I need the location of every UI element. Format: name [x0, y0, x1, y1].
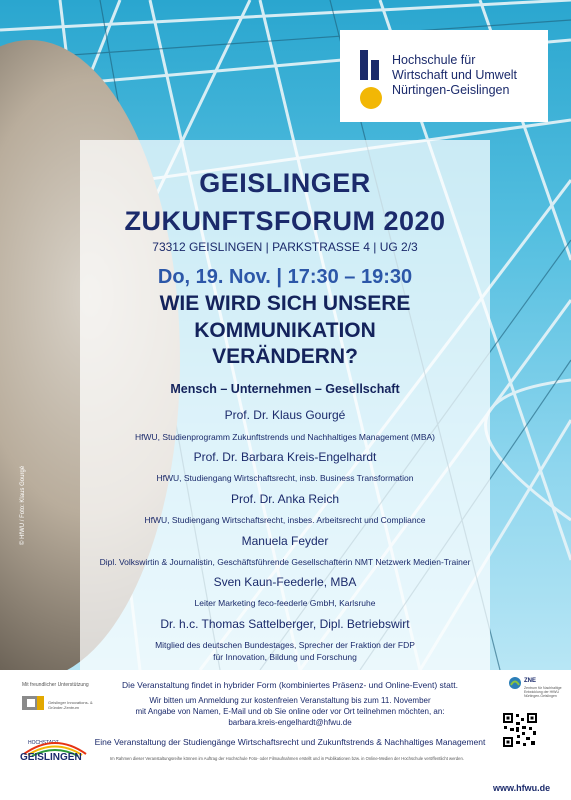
support-org: Geislinger Innovations- & Gründer-Zentrum — [48, 700, 93, 710]
footer-line-2: Wir bitten um Anmeldung zur kostenfreien Veranstaltung bis zum 11. November — [149, 696, 431, 705]
speaker-desc: HfWU, Studienprogramm Zukunftstrends und Nachhaltiges Management (MBA) — [135, 432, 435, 442]
logo-mark-icon — [360, 50, 382, 110]
organizer-line: Eine Veranstaltung der Studiengänge Wirtschaftsrecht und Zukunftstrends & Nachhaltiges Management — [94, 737, 486, 747]
zne-title: ZNE — [524, 678, 536, 684]
title-line-2: ZUKUNFTSFORUM 2020 — [124, 206, 446, 236]
headline-line-2: KOMMUNIKATION — [194, 319, 376, 342]
speaker-desc-2: für Innovation, Bildung und Forschung — [213, 652, 357, 662]
qr-code-icon[interactable] — [502, 712, 538, 748]
fineprint: Im Rahmen dieser Veranstaltungsreihe können im Auftrag der Hochschule Foto- oder Filmaufnahmen erstellt und in Publikationen bzw. in Online-Medien der Hochschule veröffentlicht werden. — [110, 756, 464, 761]
logo-line-1: Hochschule für — [392, 53, 476, 67]
zne-logo-icon — [508, 676, 522, 690]
city-small: HOCHSTADT — [28, 740, 59, 746]
headline-subtitle: Mensch – Unternehmen – Gesellschaft — [170, 382, 400, 396]
speaker-desc: Mitglied des deutschen Bundestages, Sprecher der Fraktion der FDP — [155, 640, 415, 650]
footer-line-1: Die Veranstaltung findet in hybrider Form (kombiniertes Präsenz- und Online-Event) statt. — [122, 680, 458, 690]
headline-line-3: VERÄNDERN? — [212, 345, 358, 368]
speaker-name: Prof. Dr. Anka Reich — [230, 492, 340, 506]
city-logo-text: GEISLINGEN — [20, 752, 82, 763]
speaker-name: Sven Kaun-Feederle, MBA — [213, 575, 357, 589]
logo-line-2: Wirtschaft und Umwelt — [392, 68, 518, 82]
speaker-desc: HfWU, Studiengang Wirtschaftsrecht, insbes. Arbeitsrecht und Compliance — [144, 515, 426, 525]
event-date: Do, 19. Nov. | 17:30 – 19:30 — [157, 266, 413, 288]
speaker-desc: HfWU, Studiengang Wirtschaftsrecht, insb. Business Transformation — [156, 473, 414, 483]
hfwu-logo — [340, 30, 548, 122]
speaker-name: Prof. Dr. Klaus Gourgé — [224, 408, 346, 422]
headline-line-1: WIE WIRD SICH UNSERE — [159, 292, 411, 315]
logo-line-3: Nürtingen-Geislingen — [392, 83, 510, 97]
support-label: Mit freundlicher Unterstützung — [22, 682, 89, 688]
title-line-1: GEISLINGER — [199, 168, 371, 198]
footer — [0, 670, 571, 800]
contact-email[interactable]: barbara.kreis-engelhardt@hfwu.de — [228, 718, 352, 727]
gig-logo-icon — [22, 696, 44, 710]
website-link[interactable]: www.hfwu.de — [493, 783, 551, 793]
speaker-desc: Dipl. Volkswirtin & Journalistin, Geschäftsführende Gesellschafterin NMT Netzwerk Medien-Trainer — [99, 557, 471, 567]
zne-subtitle: Zentrum für Nachhaltige Entwicklung der HfWU Nürtingen-Geislingen — [524, 686, 562, 698]
speaker-name: Manuela Feyder — [241, 534, 329, 548]
speaker-desc: Leiter Marketing feco-feederle GmbH, Karlsruhe — [194, 598, 376, 608]
photo-credit: © HfWU / Foto: Klaus Gourgé — [20, 465, 26, 545]
speaker-name: Dr. h.c. Thomas Sattelberger, Dipl. Betriebswirt — [160, 617, 410, 631]
speaker-name: Prof. Dr. Barbara Kreis-Engelhardt — [193, 450, 377, 464]
footer-line-3: mit Angabe von Namen, E-Mail und ob Sie online oder vor Ort teilnehmen möchten, an: — [135, 707, 445, 716]
event-address: 73312 GEISLINGEN | PARKSTRASSE 4 | UG 2/3 — [152, 240, 418, 254]
